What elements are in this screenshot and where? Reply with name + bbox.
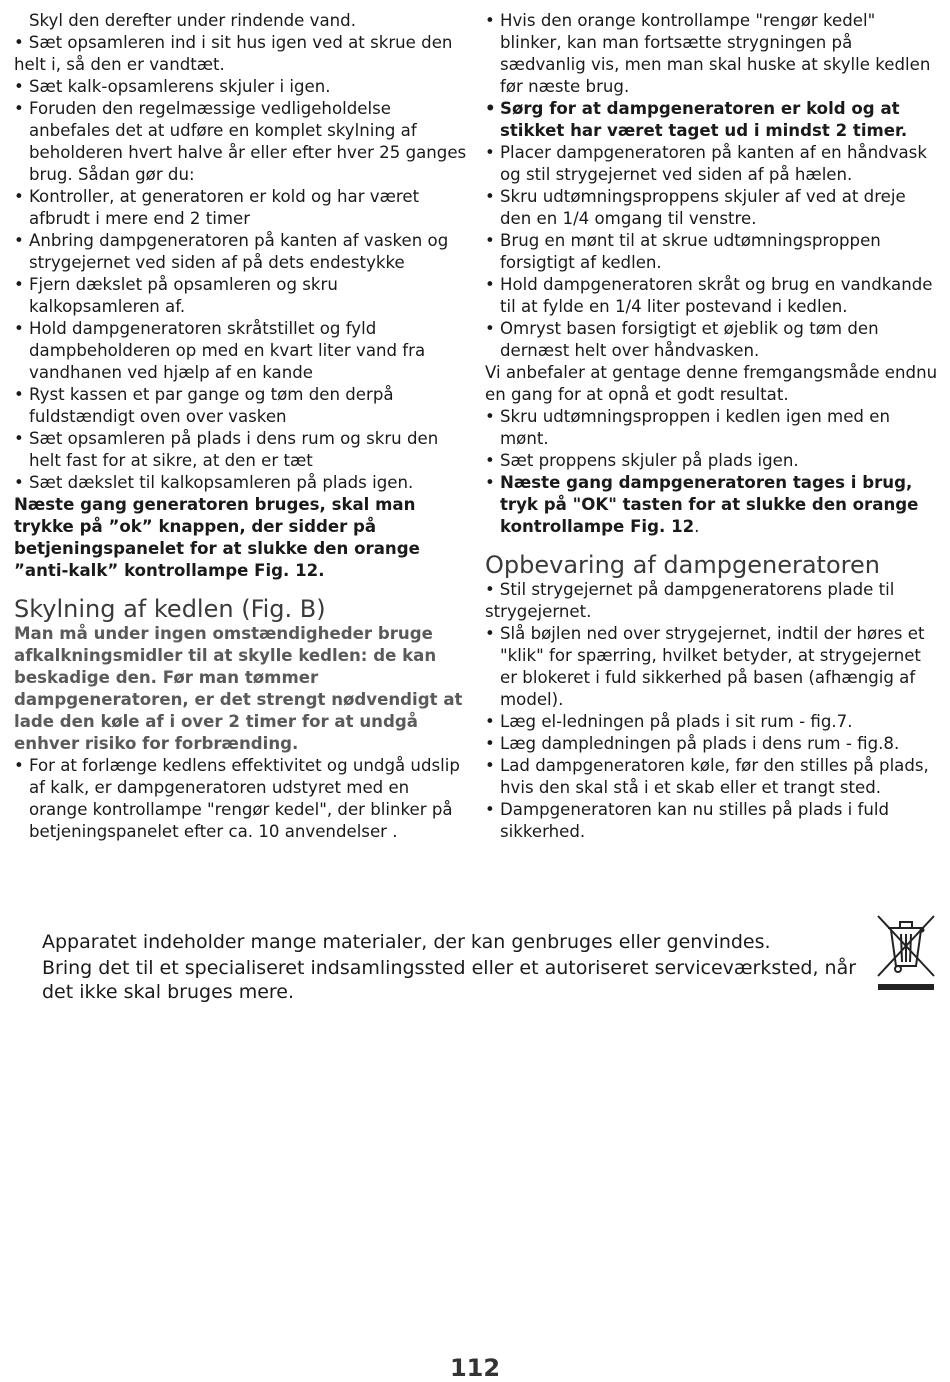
list-item: • Fjern dækslet på opsamleren og skru kalkopsamleren af. — [14, 274, 468, 318]
list-item: • Sæt proppens skjuler på plads igen. — [485, 450, 940, 472]
list-item: • Anbring dampgeneratoren på kanten af vasken og strygejernet ved siden af på dets endestykke — [14, 230, 468, 274]
list-item: • Stil strygejernet på dampgeneratorens plade til strygejernet. — [485, 579, 940, 623]
recycling-line-2: Bring det til et specialiseret indsamlingssted eller et autoriseret serviceværksted, når det ikke skal bruges mere. — [42, 957, 857, 1003]
list-item: • Placer dampgeneratoren på kanten af en håndvask og stil strygejernet ved siden af på hælen. — [485, 142, 940, 186]
list-item: • Sæt opsamleren på plads i dens rum og skru den helt fast for at sikre, at den er tæt — [14, 428, 468, 472]
left-bullet-list-b — [14, 755, 468, 843]
right-bullet-list-a — [485, 10, 940, 98]
recycling-line-1: Apparatet indeholder mange materialer, der kan genbruges eller genvindes. — [42, 931, 771, 953]
list-item: • Hvis den orange kontrollampe "rengør kedel" blinker, kan man fortsætte strygningen på sædvanlig vis, men man skal huske at skylle kedlen før næste brug. — [485, 10, 940, 98]
list-item: • Foruden den regelmæssige vedligeholdelse anbefales det at udføre en komplet skylning af beholderen hvert halve år eller efter hver 25 ganges brug. Sådan gør du: — [14, 98, 468, 186]
recycling-notice — [42, 930, 882, 1004]
list-item: • Sæt dækslet til kalkopsamleren på plads igen. — [14, 472, 468, 494]
list-item: • Omryst basen forsigtigt et øjeblik og tøm den dernæst helt over håndvasken. — [485, 318, 940, 362]
warning-paragraph: Man må under ingen omstændigheder bruge afkalkningsmidler til at skylle kedlen: de kan beskadige den. Før man tømmer dampgeneratoren, er det strengt nødvendigt at lade den køle af i over 2 timer for at undgå enhver risiko for forbrænding. — [14, 624, 463, 753]
list-item: • Sørg for at dampgeneratoren er kold og at stikket har været taget ud i mindst 2 timer. — [485, 98, 940, 142]
list-item: • For at forlænge kedlens effektivitet og undgå udslip af kalk, er dampgeneratoren udstyret med en orange kontrollampe "rengør kedel", der blinker på betjeningspanelet efter ca. 10 anvendelser . — [14, 755, 468, 843]
recommend-paragraph: Vi anbefaler at gentage denne fremgangsmåde endnu en gang for at opnå et godt resultat. — [485, 363, 938, 404]
list-item: • Kontroller, at generatoren er kold og har været afbrudt i mere end 2 timer — [14, 186, 468, 230]
storage-list-first — [485, 579, 940, 623]
page-number: 112 — [449, 1354, 501, 1382]
left-column — [14, 10, 468, 843]
list-item: • Dampgeneratoren kan nu stilles på plads i fuld sikkerhed. — [485, 799, 940, 843]
list-item: • Sæt opsamleren ind i sit hus igen ved at skrue den helt i, så den er vandtæt. — [14, 32, 468, 76]
list-item: • Hold dampgeneratoren skråtstillet og fyld dampbeholderen op med en kvart liter vand fra vandhanen ved hjælp af en kande — [14, 318, 468, 384]
section-title-rinsing: Skylning af kedlen (Fig. B) — [14, 595, 326, 623]
section-title-storage: Opbevaring af dampgeneratoren — [485, 551, 880, 579]
list-item: • Læg dampledningen på plads i dens rum - fig.8. — [485, 733, 940, 755]
list-item: • Læg el-ledningen på plads i sit rum - fig.7. — [485, 711, 940, 733]
list-item: • Lad dampgeneratoren køle, før den stilles på plads, hvis den skal stå i et skab eller et trangt sted. — [485, 755, 940, 799]
intro-line: Skyl den derefter under rindende vand. — [29, 11, 356, 30]
right-bold-list-2 — [485, 472, 940, 538]
list-item: • Skru udtømningsproppen i kedlen igen med en mønt. — [485, 406, 940, 450]
trailing-period: . — [694, 517, 700, 536]
right-bullet-list-b — [485, 142, 940, 362]
right-bold-list — [485, 98, 940, 142]
weee-crossed-bin-icon — [874, 912, 938, 994]
list-item: • Skru udtømningsproppens skjuler af ved at dreje den en 1/4 omgang til venstre. — [485, 186, 940, 230]
list-item: • Brug en mønt til at skrue udtømningsproppen forsigtigt af kedlen. — [485, 230, 940, 274]
right-column — [485, 10, 940, 843]
left-bullet-list-a — [14, 32, 468, 494]
list-item: • Hold dampgeneratoren skråt og brug en vandkande til at fylde en 1/4 liter postevand i kedlen. — [485, 274, 940, 318]
list-item: • Ryst kassen et par gange og tøm den derpå fuldstændigt oven over vasken — [14, 384, 468, 428]
storage-list — [485, 623, 940, 843]
right-bullet-list-c — [485, 406, 940, 472]
list-item: • Slå bøjlen ned over strygejernet, indtil der høres et "klik" for spærring, hvilket betyder, at strygejernet er blokeret i fuld sikkerhed på basen (afhængig af model). — [485, 623, 940, 711]
list-item — [485, 472, 940, 538]
reset-note: Næste gang generatoren bruges, skal man trykke på ”ok” knappen, der sidder på betjeningspanelet for at slukke den orange ”anti-kalk” kontrollampe Fig. 12. — [14, 495, 420, 580]
list-item: • Sæt kalk-opsamlerens skjuler i igen. — [14, 76, 468, 98]
bold-text: Næste gang dampgeneratoren tages i brug, tryk på "OK" tasten for at slukke den orange kontrollampe Fig. 12 — [500, 473, 919, 536]
